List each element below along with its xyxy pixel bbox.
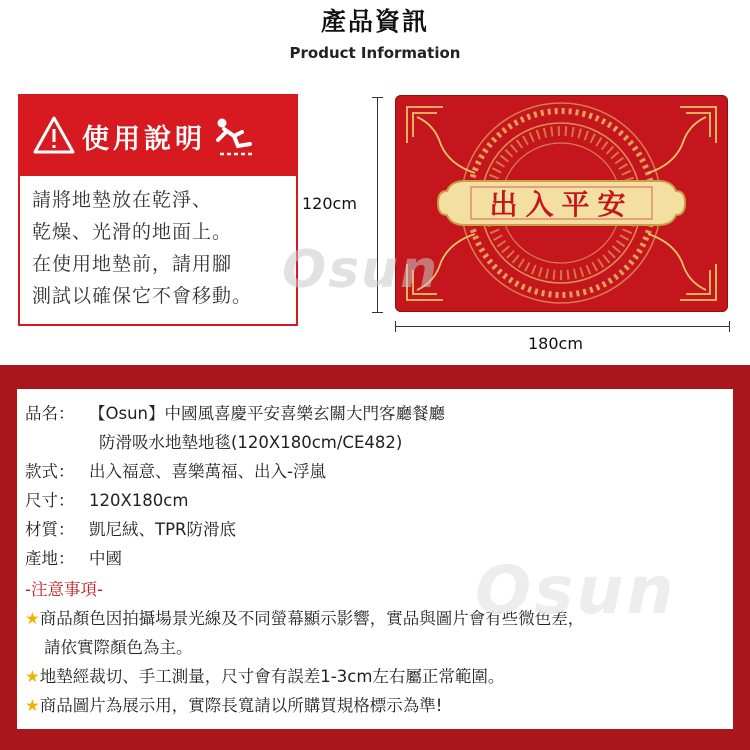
info-value: 防滑吸水地墊地毯(120X180cm/CE482) <box>99 433 403 452</box>
notice-title: -注意事項- <box>25 580 103 599</box>
info-key: 材質： <box>25 520 75 539</box>
usage-box <box>18 94 298 326</box>
note-item <box>25 691 584 720</box>
width-dimension-label: 180cm <box>528 334 583 353</box>
width-dimension-tick <box>729 321 730 332</box>
watermark-logo: Osun <box>282 240 440 300</box>
info-key: 款式： <box>25 462 75 481</box>
usage-instructions <box>20 176 296 312</box>
note-item <box>25 662 584 691</box>
usage-title: 使用說明 <box>82 123 206 155</box>
note-text: 商品顏色因拍攝場景光線及不同螢幕顯示影響，實品與圖片會有些微色差， <box>39 609 585 628</box>
info-value: 凱尼絨、TPR防滑底 <box>89 520 236 539</box>
height-dimension-tick <box>372 312 383 313</box>
star-icon: ★ <box>25 696 40 715</box>
info-row-style <box>25 457 584 486</box>
warning-icon <box>32 114 76 158</box>
info-value: 出入福意、喜樂萬福、出入-浮嵐 <box>89 462 326 481</box>
info-key: 尺寸： <box>25 491 75 510</box>
doormat-image <box>395 95 728 312</box>
slipping-person-icon <box>212 114 256 158</box>
note-item-cont <box>25 633 584 662</box>
info-value: 【Osun】中國風喜慶平安喜樂玄關大門客廳餐廳 <box>89 404 445 423</box>
star-icon: ★ <box>25 609 40 628</box>
page-title: 產品資訊 <box>320 7 429 36</box>
info-value: 120X180cm <box>89 491 189 510</box>
usage-line: 在使用地墊前，請用腳 <box>32 253 233 275</box>
width-dimension-line <box>395 326 730 327</box>
note-text: 請依實際顏色為主。 <box>44 638 193 657</box>
info-row-name <box>25 399 584 428</box>
info-value: 中國 <box>89 549 122 568</box>
info-row-size <box>25 486 584 515</box>
usage-line: 請將地墊放在乾淨、 <box>32 189 213 211</box>
width-dimension-tick <box>395 321 396 332</box>
usage-header <box>20 96 296 176</box>
info-key: 品名： <box>25 404 75 423</box>
info-row-name-cont <box>25 428 584 457</box>
height-dimension-label: 120cm <box>302 194 357 213</box>
watermark-logo: Osun <box>475 552 677 629</box>
usage-line: 測試以確保它不會移動。 <box>32 285 253 307</box>
page-subtitle: Product Information <box>289 44 461 62</box>
note-text: 商品圖片為展示用，實際長寬請以所購買規格標示為準! <box>39 696 443 715</box>
usage-line: 乾燥、光滑的地面上。 <box>32 221 233 243</box>
height-dimension-tick <box>372 97 383 98</box>
info-row-material <box>25 515 584 544</box>
note-text: 地墊經裁切、手工測量，尺寸會有誤差1-3cm左右屬正常範圍。 <box>39 667 505 686</box>
info-key: 產地： <box>25 549 75 568</box>
star-icon: ★ <box>25 667 40 686</box>
mat-text: 出入平安 <box>489 188 634 221</box>
